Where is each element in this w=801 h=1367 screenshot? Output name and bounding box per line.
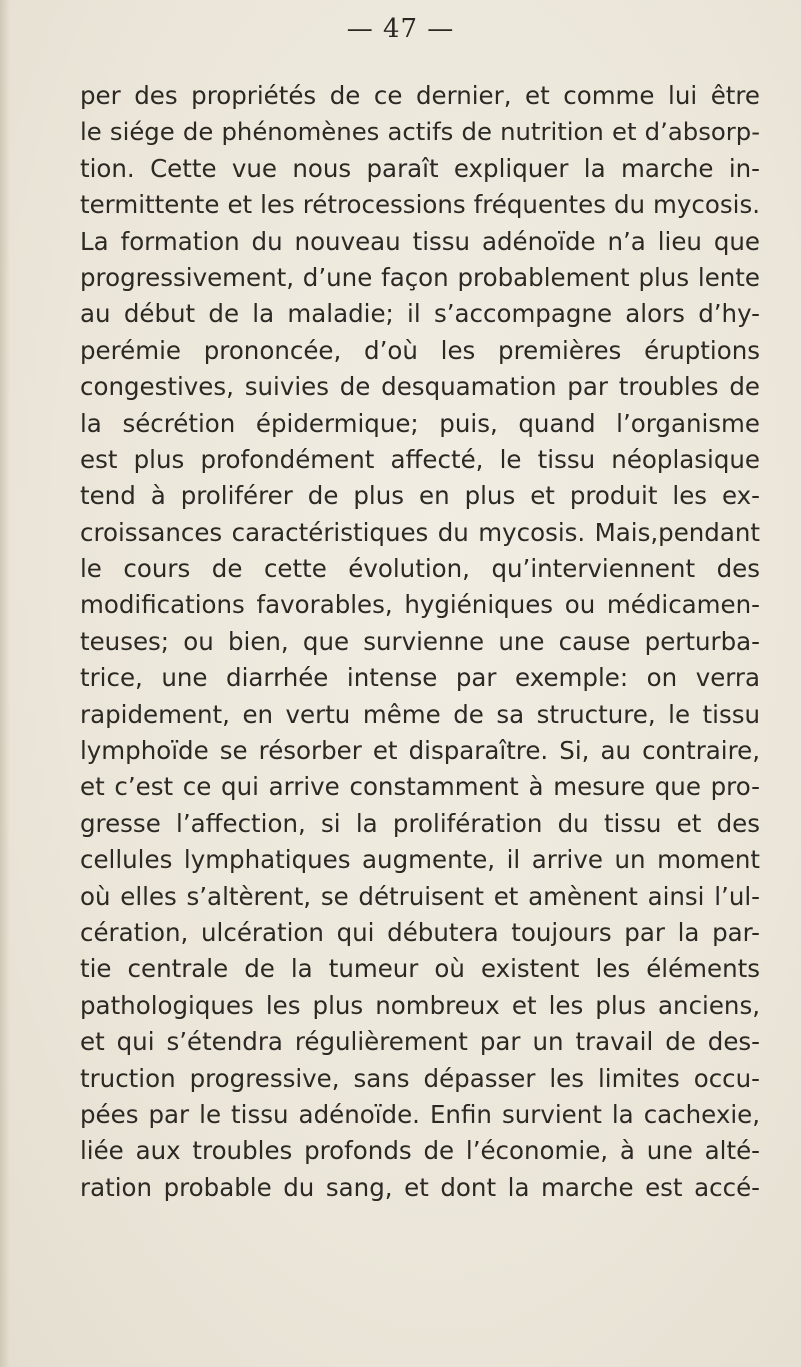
text-line: trice, une diarrhée intense par exemple: on verra <box>80 663 760 693</box>
text-line: congestives, suivies de desquamation par troubles de <box>80 372 760 402</box>
text-line: au début de la maladie; il s’accompagne alors d’hy- <box>80 299 760 329</box>
page-gutter-shadow <box>0 0 10 1367</box>
text-line: tie centrale de la tumeur où existent les éléments <box>80 954 760 984</box>
text-line: La formation du nouveau tissu adénoïde n’a lieu que <box>80 226 760 256</box>
text-line: cération, ulcération qui débutera toujours par la par- <box>80 917 760 947</box>
text-line: tend à proliférer de plus en plus et produit les ex- <box>80 481 760 511</box>
text-line: progressivement, d’une façon probablement plus lente <box>80 262 760 292</box>
text-line: croissances caractéristiques du mycosis. Mais,pendant <box>80 517 760 547</box>
text-line: truction progressive, sans dépasser les limites occu- <box>80 1063 760 1093</box>
text-line: lymphoïde se résorber et disparaître. Si, au contraire, <box>80 736 760 766</box>
text-line: perémie prononcée, d’où les premières éruptions <box>80 335 760 365</box>
text-line: la sécrétion épidermique; puis, quand l’organisme <box>80 408 760 438</box>
body-text <box>80 78 760 1206</box>
text-line: et c’est ce qui arrive constamment à mesure que pro- <box>80 772 760 802</box>
text-line: pées par le tissu adénoïde. Enfin survient la cachexie, <box>80 1099 760 1129</box>
text-line: tion. Cette vue nous paraît expliquer la marche in- <box>80 153 760 183</box>
text-line: termittente et les rétrocessions fréquentes du mycosis. <box>80 190 760 220</box>
text-line: rapidement, en vertu même de sa structure, le tissu <box>80 699 760 729</box>
text-line: cellules lymphatiques augmente, il arrive un moment <box>80 845 760 875</box>
page-number: — 47 — <box>346 14 455 44</box>
text-line: et qui s’étendra régulièrement par un travail de des- <box>80 1027 760 1057</box>
text-line: le siége de phénomènes actifs de nutrition et d’absorp- <box>80 117 760 147</box>
text-line: où elles s’altèrent, se détruisent et amènent ainsi l’ul- <box>80 881 760 911</box>
text-line: gresse l’affection, si la prolifération du tissu et des <box>80 808 760 838</box>
text-line: liée aux troubles profonds de l’économie, à une alté- <box>80 1136 760 1166</box>
text-line: le cours de cette évolution, qu’interviennent des <box>80 554 760 584</box>
text-line: ration probable du sang, et dont la marche est accé- <box>80 1172 760 1202</box>
text-line: per des propriétés de ce dernier, et comme lui être <box>80 81 760 110</box>
text-line: pathologiques les plus nombreux et les plus anciens, <box>80 990 760 1020</box>
text-line: est plus profondément affecté, le tissu néoplasique <box>80 444 760 474</box>
text-line: teuses; ou bien, que survienne une cause perturba- <box>80 626 760 656</box>
text-line: modifications favorables, hygiéniques ou médicamen- <box>80 590 760 620</box>
